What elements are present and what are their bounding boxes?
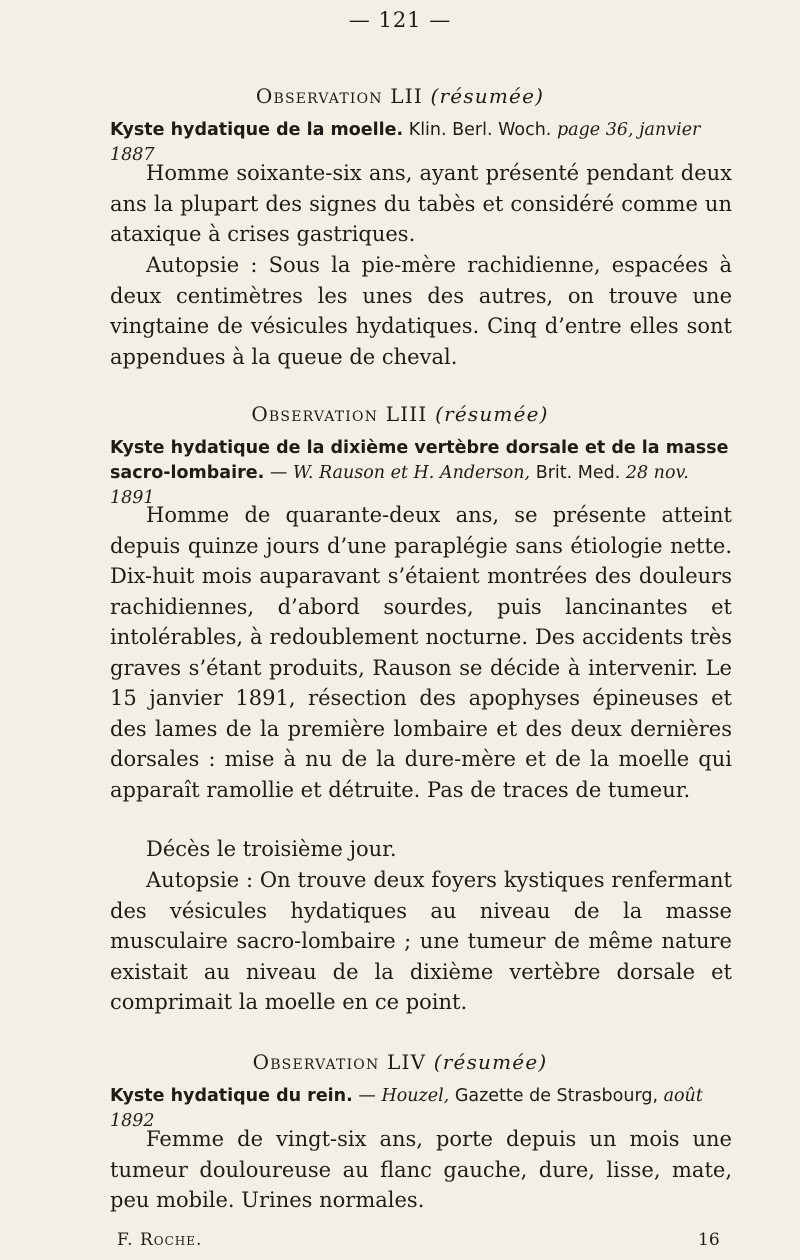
observation-54-title [0, 1050, 800, 1074]
footer-sheet-number: 16 [698, 1230, 720, 1250]
observation-52-ref-source: Klin. Berl. Woch. [408, 120, 552, 140]
observation-54-ref-date: août 1892 [110, 1086, 703, 1131]
observation-53-title-prefix: Observation [251, 402, 379, 426]
observation-54-ref-subject: Kyste hydatique du rein. [110, 1086, 353, 1106]
footer-signature: F. Roche. [117, 1230, 203, 1250]
observation-52-summary-tag: (résumée) [430, 84, 545, 108]
observation-52-paragraph-2: Autopsie : Sous la pie-mère rachidienne, espacées à deux centimètres les unes des autres, on trouve une vingtaine de vésicules hydatiques. Cinq d’entre elles sont appendues à la queue de cheval. [110, 253, 732, 369]
observation-53-ref-dash: — [264, 463, 293, 483]
observation-53-summary-tag: (résumée) [435, 402, 549, 426]
observation-54-ref-dash: — [352, 1086, 382, 1106]
observation-52-ref-date: page 36, janvier 1887 [110, 120, 701, 165]
observation-52-title [0, 84, 800, 108]
observation-53-paragraph-1: Homme de quarante-deux ans, se présente atteint depuis quinze jours d’une paraplégie sans étiologie nette. Dix-huit mois auparavant s’étaient montrées des douleurs rachidiennes, d’abord sourdes, puis lancinantes et intolérables, à redoublement nocturne. Des accidents très graves s’étant produits, Rauson se décide à intervenir. Le 15 janvier 1891, résection des apophyses épineuses et des lames de la première lombaire et des deux dernières dorsales : mise à nu de la dure-mère et de la moelle qui apparaît ramollie et détruite. Pas de traces de tumeur. [110, 503, 732, 802]
observation-53-ref-authors: W. Rauson et H. Anderson, [292, 463, 531, 483]
observation-53-ref-date: 28 nov. 1891 [110, 463, 689, 508]
observation-52-paragraph-1: Homme soixante-six ans, ayant présenté pendant deux ans la plupart des signes du tabès et considéré comme un ataxique à crises gastriques. [110, 161, 732, 246]
observation-53-ref-subject: Kyste hydatique de la dixième vertèbre dorsale et de la masse sacro-lombaire. [110, 438, 729, 483]
observation-53-paragraph-2: Décès le troisième jour. [146, 837, 397, 861]
observation-53-ref-source: Brit. Med. [530, 463, 626, 483]
observation-54-summary-tag: (résumée) [433, 1050, 548, 1074]
observation-53-number: LIII [385, 402, 428, 426]
observation-52-number: LII [390, 84, 423, 108]
observation-54-ref-source: Gazette de Strasbourg, [449, 1086, 664, 1106]
observation-52-ref-subject: Kyste hydatique de la moelle. [110, 120, 404, 140]
observation-54-number: LIV [387, 1050, 427, 1074]
observation-53-paragraph-3: Autopsie : On trouve deux foyers kystiques renfermant des vésicules hydatiques au niveau de la masse musculaire sacro-lombaire ; une tumeur de même nature existait au niveau de la dixième vertèbre dorsale et comprimait la moelle en ce point. [110, 868, 732, 1014]
observation-54-paragraph-1: Femme de vingt-six ans, porte depuis un mois une tumeur douloureuse au flanc gauche, dure, lisse, mate, peu mobile. Urines normales. [110, 1127, 732, 1212]
observation-54-title-prefix: Observation [252, 1050, 380, 1074]
observation-54-ref-authors: Houzel, [381, 1086, 450, 1106]
observation-53-title [0, 402, 800, 426]
page-number: — 121 — [348, 8, 452, 32]
observation-52-title-prefix: Observation [255, 84, 383, 108]
